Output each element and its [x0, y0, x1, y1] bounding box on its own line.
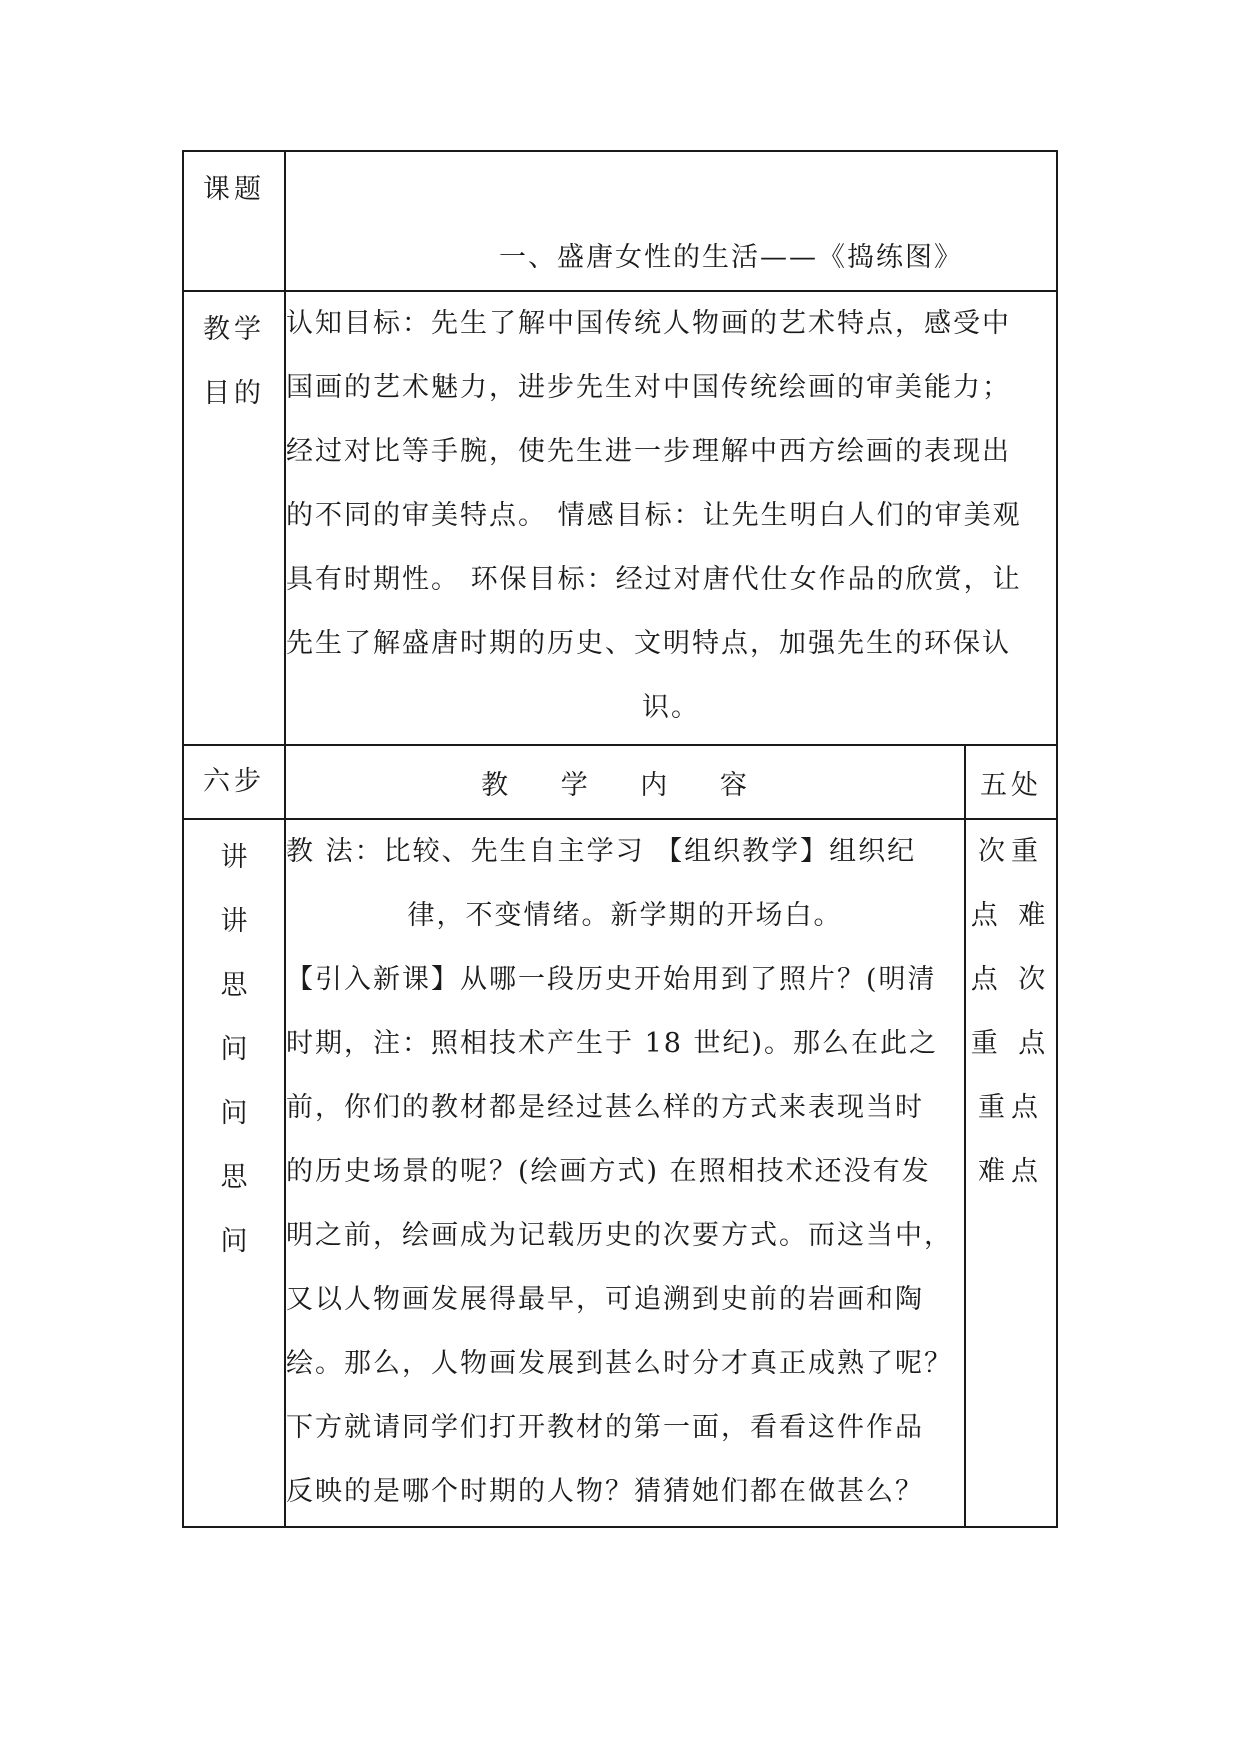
content-line: 教 法：比较、先生自主学习 【组织教学】组织纪: [286, 836, 917, 867]
lesson-plan-table: [182, 150, 1058, 1528]
topic-title: 一、盛唐女性的生活——《捣练图》: [499, 242, 963, 273]
content-right-line: 点 难: [970, 900, 1052, 931]
content-line: 明之前，绘画成为记载历史的次要方式。而这当中，: [286, 1220, 953, 1251]
content-left-line: 问 思: [220, 1098, 266, 1193]
topic-row: [183, 151, 1057, 291]
purpose-line: 国画的艺术魅力，进步先生对中国传统绘画的审美能力；: [286, 372, 1011, 403]
purpose-label: [183, 291, 285, 745]
purpose-line: 的不同的审美特点。 情感目标：让先生明白人们的审美观: [286, 500, 1022, 531]
content-right-line: 次重: [978, 836, 1044, 867]
content-right: [965, 819, 1057, 1527]
content-line: 的历史场景的呢？(绘画方式) 在照相技术还没有发: [286, 1156, 931, 1187]
content-line: 时期，注：照相技术产生于 18 世纪)。那么在此之: [286, 1028, 939, 1059]
content-line: 又以人物画发展得最早，可追溯到史前的岩画和陶: [286, 1284, 924, 1315]
header-row: [183, 745, 1057, 819]
purpose-label-line: 目的: [203, 378, 265, 409]
content-right-line: 难点: [978, 1156, 1044, 1187]
purpose-line: 具有时期性。 环保目标：经过对唐代仕女作品的欣赏，让: [286, 564, 1022, 595]
content-left-line: 思 问: [220, 970, 266, 1065]
content-left-line: 讲 讲: [220, 842, 266, 937]
purpose-text: [285, 291, 1057, 745]
content-text: [285, 819, 965, 1527]
purpose-line: 经过对比等手腕，使先生进一步理解中西方绘画的表现出: [286, 436, 1011, 467]
content-right-line: 点 次: [970, 964, 1052, 995]
purpose-line: 先生了解盛唐时期的历史、文明特点，加强先生的环保认: [286, 628, 1011, 659]
content-line: 前，你们的教材都是经过甚么样的方式来表现当时: [286, 1092, 924, 1123]
header-left: 六步: [183, 745, 285, 819]
content-line: 绘。那么，人物画发展到甚么时分才真正成熟了呢？: [286, 1348, 953, 1379]
purpose-line: 认知目标：先生了解中国传统人物画的艺术特点，感受中: [286, 308, 1011, 339]
content-right-line: 重点: [978, 1092, 1044, 1123]
header-right: 五处: [965, 745, 1057, 819]
content-right-line: 重 点: [970, 1028, 1052, 1059]
content-line: 【引入新课】从哪一段历史开始用到了照片？(明清: [286, 964, 937, 995]
content-line: 反映的是哪个时期的人物？猜猜她们都在做甚么？: [286, 1476, 924, 1507]
content-row: [183, 819, 1057, 1527]
content-line: 下方就请同学们打开教材的第一面，看看这件作品: [286, 1412, 924, 1443]
topic-title-cell: [285, 151, 1057, 291]
content-left: [183, 819, 285, 1527]
purpose-line: 识。: [642, 692, 700, 723]
purpose-row: [183, 291, 1057, 745]
content-left-line: 问: [220, 1226, 266, 1257]
purpose-label-line: 教学: [203, 314, 265, 345]
content-line: 律，不变情绪。新学期的开场白。: [407, 900, 843, 931]
topic-label: 课题: [183, 151, 285, 291]
header-center: 教 学 内 容: [285, 745, 965, 819]
